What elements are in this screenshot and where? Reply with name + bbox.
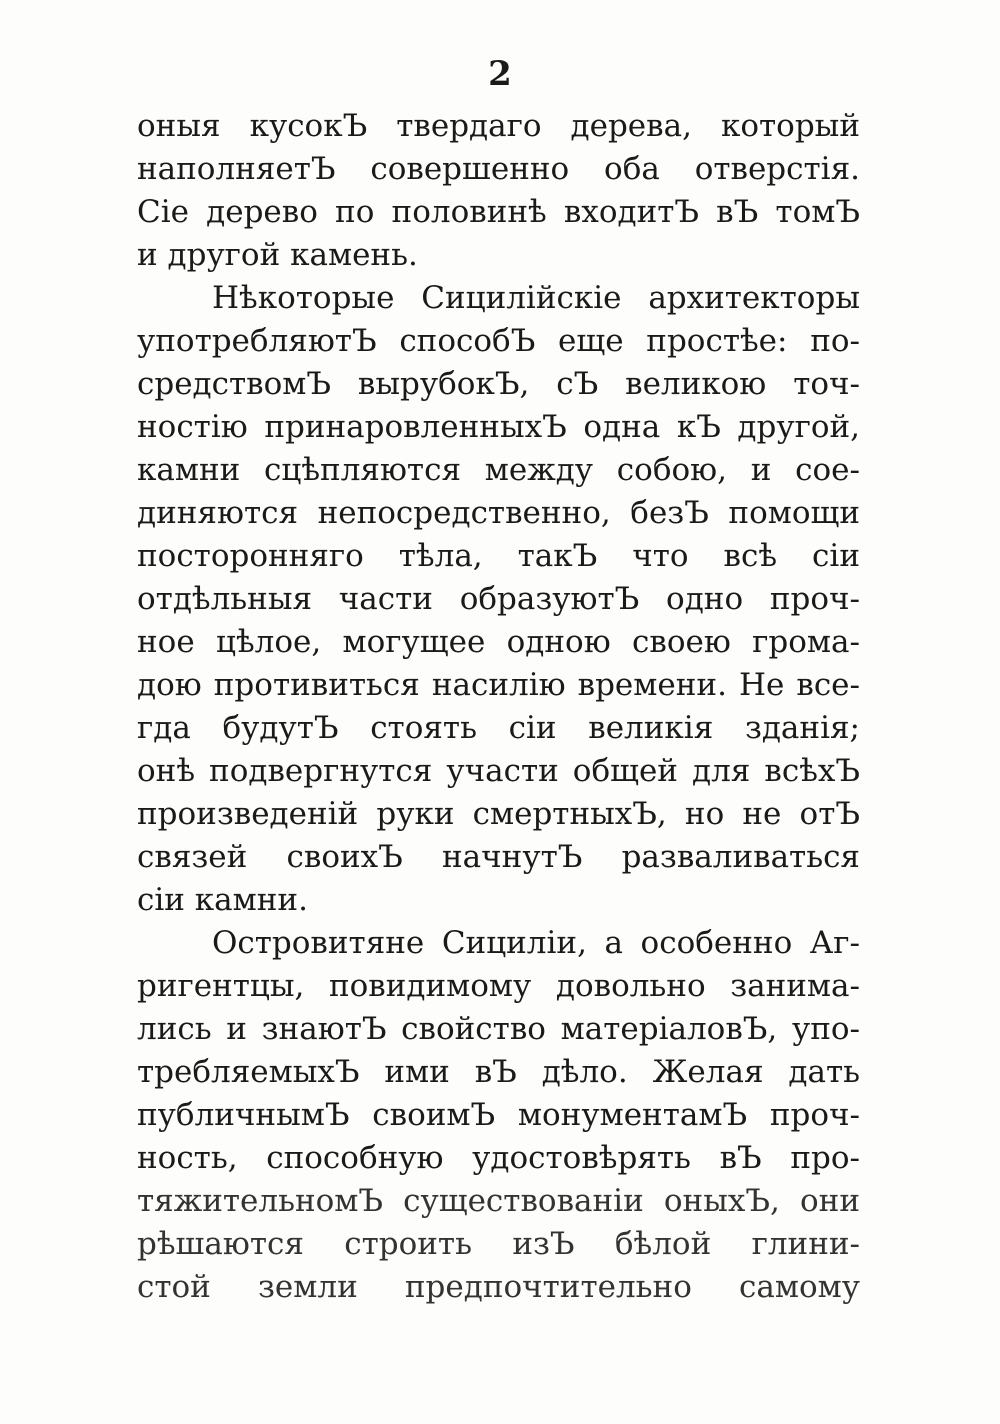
text-line: рѣшаются строить изЪ бѣлой глини- [137, 1226, 860, 1262]
text-line: лись и знаютЪ свойство матеріаловЪ, упо- [137, 1011, 860, 1047]
page-number: 2 [488, 54, 512, 94]
text-line: онѣ подвергнутся участи общей для всѣхЪ [137, 753, 860, 789]
text-line: камни сцѣпляются между собою, и сое- [137, 452, 860, 488]
text-line: гда будутЪ стоять сіи великія зданія; [137, 710, 860, 746]
text-line: ное цѣлое, могущее одною своею грома- [137, 624, 860, 660]
text-line: средствомЪ вырубокЪ, сЪ великою точ- [137, 366, 860, 402]
text-line: ригентцы, повидимому довольно занима- [137, 968, 860, 1004]
text-line: ность, способную удостовѣрять вЪ про- [137, 1140, 860, 1176]
text-line: ностію принаровленныхЪ одна кЪ другой, [137, 409, 860, 445]
text-line: тяжительномЪ существованіи оныхЪ, они [137, 1183, 860, 1219]
text-line: посторонняго тѣла, такЪ что всѣ сіи [137, 538, 860, 574]
paragraph-start-line: Островитяне Сициліи, а особенно Аг- [212, 925, 860, 961]
text-line: дою противиться насилію времени. Не все- [137, 667, 860, 703]
text-line: публичнымЪ своимЪ монументамЪ проч- [137, 1097, 860, 1133]
text-line: и другой камень. [137, 237, 418, 273]
text-line: отдѣльныя части образуютЪ одно проч- [137, 581, 860, 617]
text-line: наполняетЪ совершенно оба отверстія. [137, 151, 860, 187]
text-line: употребляютЪ способЪ еще простѣе: по- [137, 323, 860, 359]
paragraph-start-line: Нѣкоторые Сицилійскіе архитекторы [212, 280, 860, 316]
text-line: стой земли предпочтительно самому [137, 1269, 860, 1305]
text-line: Сіе дерево по половинѣ входитЪ вЪ томЪ [137, 194, 860, 230]
text-line: сіи камни. [137, 882, 308, 918]
text-line: произведеній руки смертныхЪ, но не отЪ [137, 796, 860, 832]
text-line: связей своихЪ начнутЪ разваливаться [137, 839, 860, 875]
text-line: оныя кусокЪ твердаго дерева, который [137, 108, 860, 144]
text-line: диняются непосредственно, безЪ помощи [137, 495, 860, 531]
text-line: требляемыхЪ ими вЪ дѣло. Желая дать [137, 1054, 860, 1090]
